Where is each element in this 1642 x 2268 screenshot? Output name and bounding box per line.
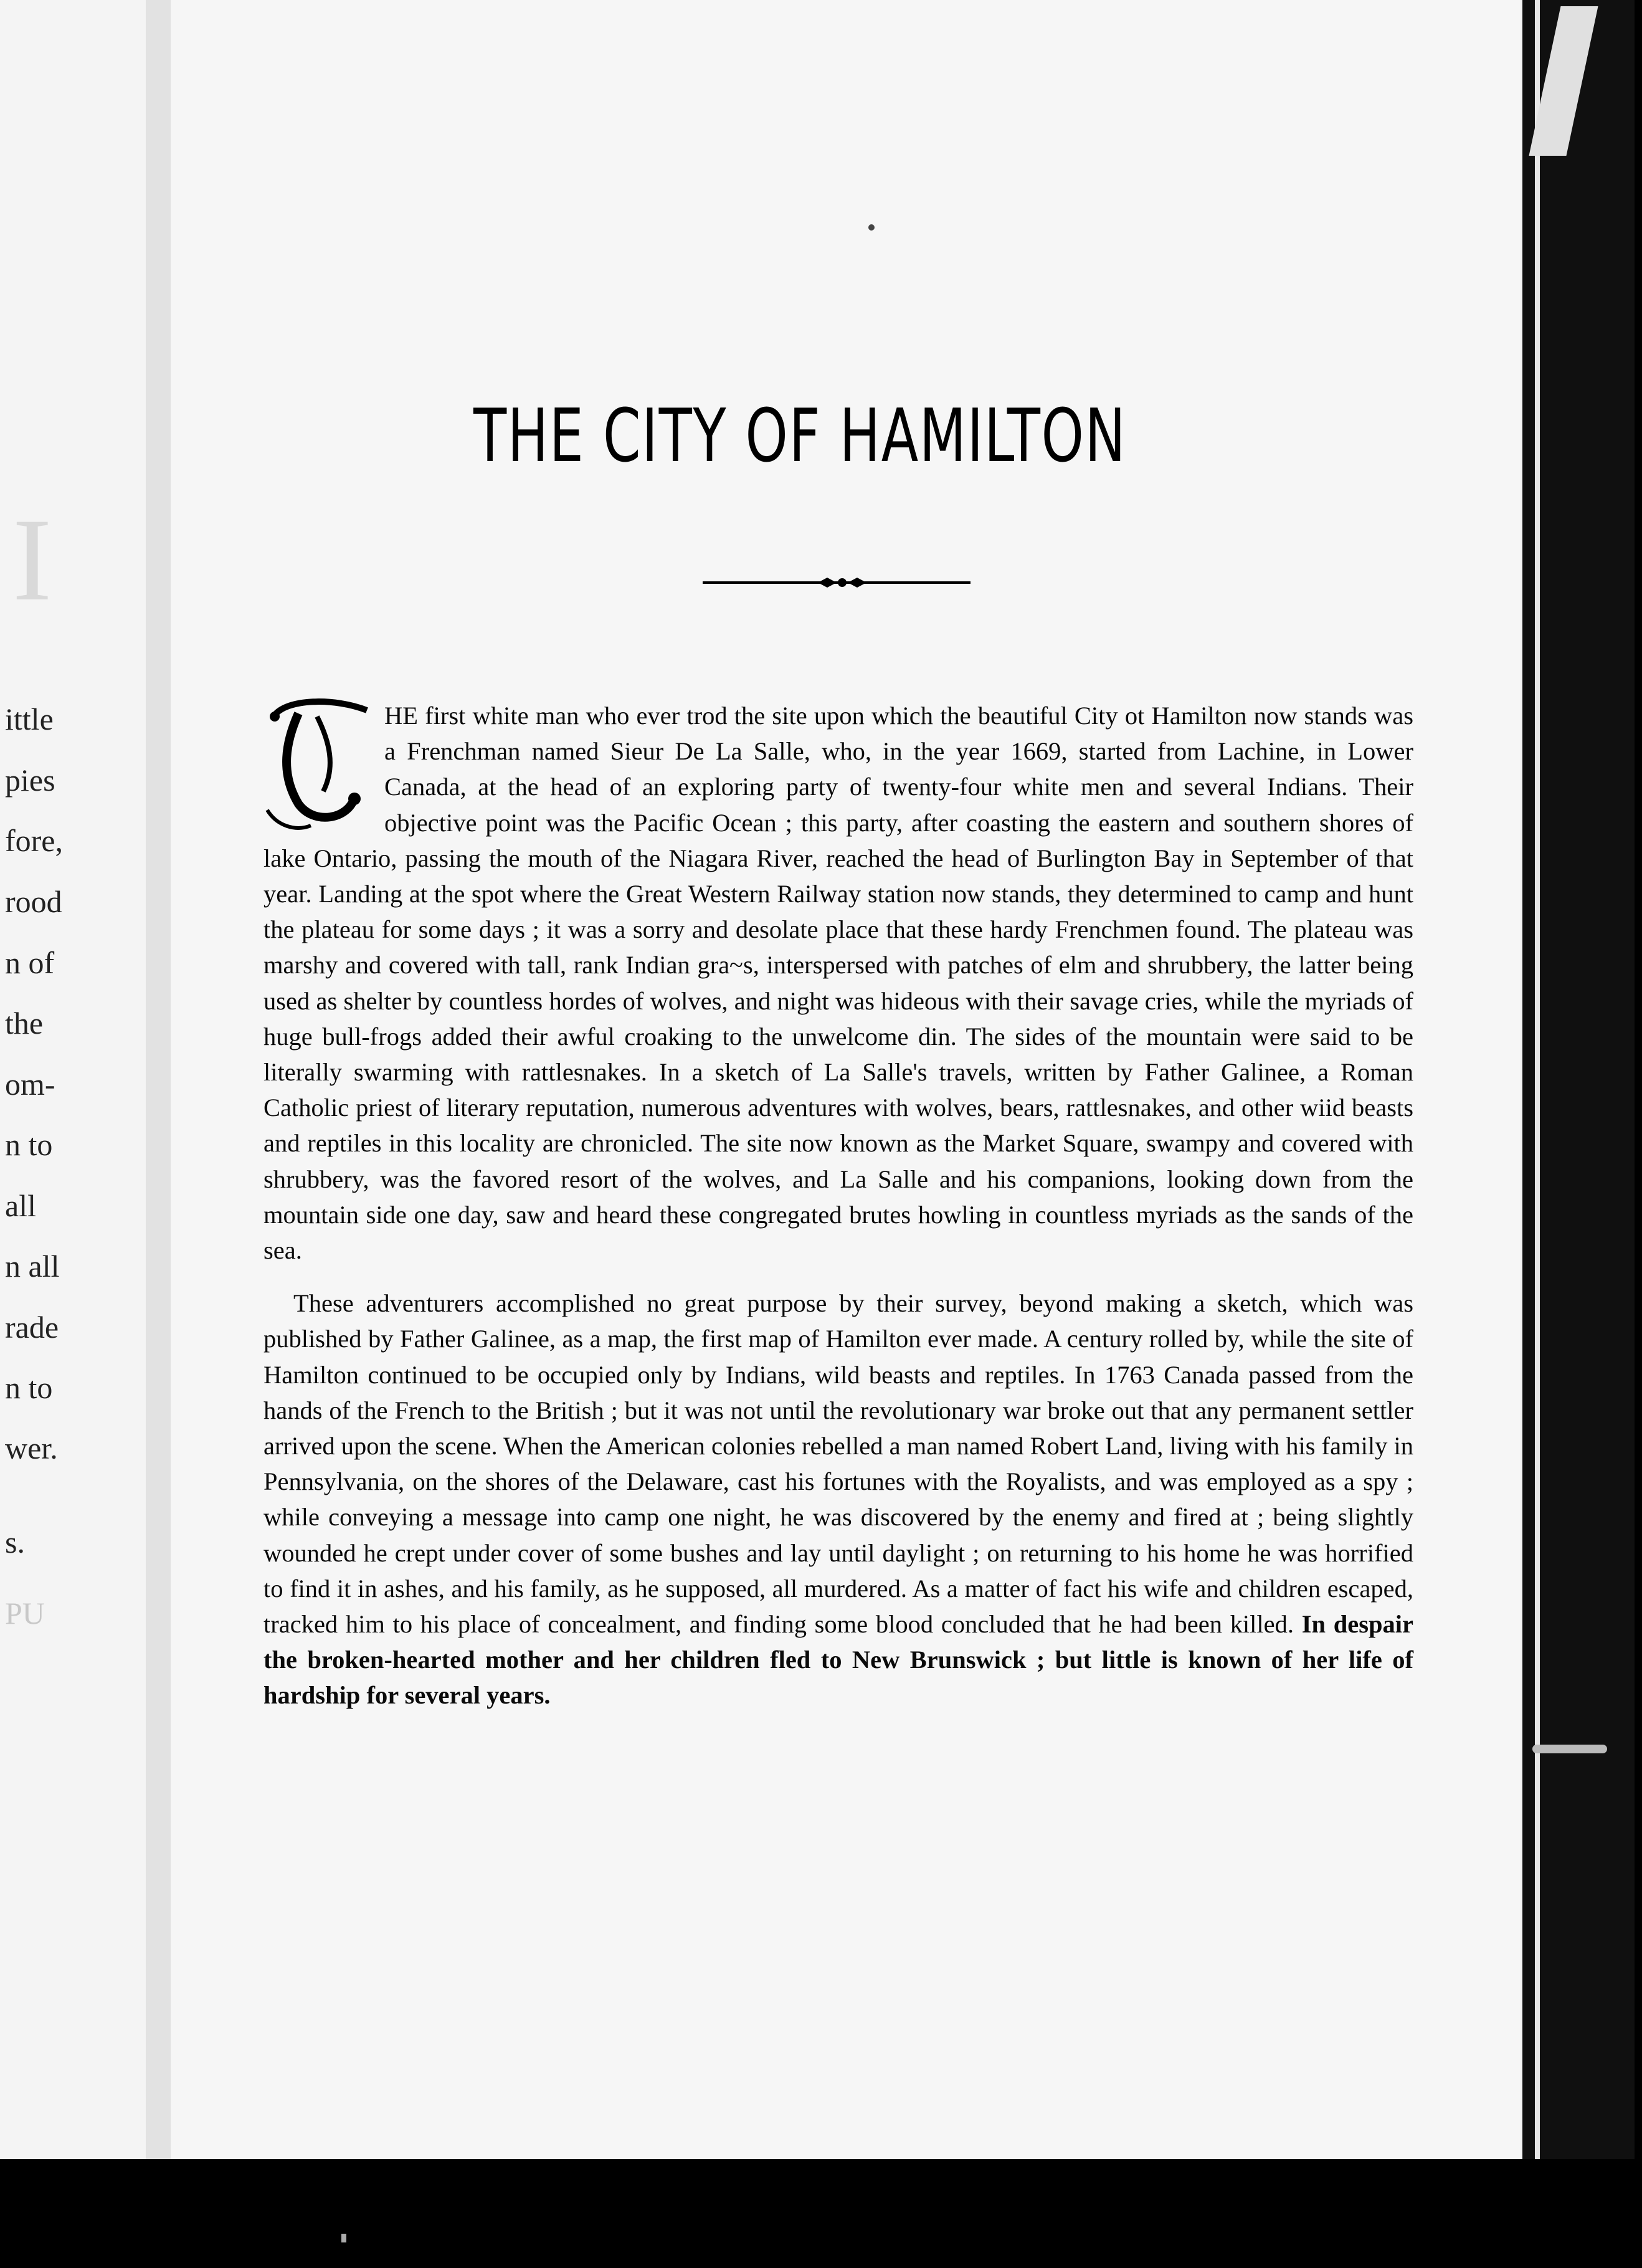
facing-page-fragment: om- — [5, 1067, 55, 1102]
facing-page-fragment: PU — [5, 1596, 45, 1631]
facing-page-fragment: fore, — [5, 823, 63, 858]
facing-page-initial: I — [12, 495, 52, 626]
facing-page-fragment: s. — [5, 1525, 25, 1560]
page-edge-strip — [1535, 0, 1540, 2159]
page-title: THE CITY OF HAMILTON — [473, 393, 1127, 479]
facing-page-fragment: pies — [5, 763, 55, 798]
facing-page-fragment: n to — [5, 1370, 53, 1405]
page-dot — [868, 224, 875, 231]
facing-page-fragment: n to — [5, 1127, 53, 1162]
paragraph-2-text: These adventurers accomplished no great purpose by their survey, beyond making a sketch, which was published by Father Galinee, as a map, the first map of Hamilton ever made. A century rolled by, while the site of Hamilton continued to be occupied only by Indians, wild beasts and reptiles. In 1763 Canada passed from the hands of the French to the British ; but it was not until the revolutionary war broke out that any permanent settler arrived upon the scene. When the American colonies rebelled a man named Robert Land, living with his family in Pennsylvania, on the shores of the Delaware, cast his fortunes with the Royalists, and was employed as a spy ; while conveying a message into camp one night, he was discovered by the enemy and fired at ; being slightly wounded he crept under cover of some bushes and lay until daylight ; on returning to his home he was horrified to find it in ashes, and his family, as he supposed, all murdered. As a matter of fact his wife and children escaped, tracked him to his place of concealment, and finding some blood concluded that he had been killed. — [263, 1289, 1413, 1639]
article-body — [263, 698, 1413, 1713]
book-gutter — [146, 0, 171, 2159]
facing-page-fragment: rood — [5, 884, 62, 919]
page-edge — [1522, 0, 1635, 2159]
decorative-drop-cap-icon — [261, 692, 373, 836]
paragraph-2-bold-tail: In despair the broken-hearted mother and her children fled to New Brunswick ; but little is known of her life of hardship for several years. — [263, 1610, 1414, 1710]
scan-mark — [341, 2234, 346, 2242]
facing-page-fragment: all — [5, 1188, 36, 1223]
facing-page-fragment: ittle — [5, 702, 54, 736]
title-ornament-divider — [703, 570, 970, 595]
facing-page-fragment: the — [5, 1006, 44, 1041]
facing-page-fragment: rade — [5, 1310, 59, 1345]
facing-page — [0, 0, 146, 2159]
facing-page-fragment: n all — [5, 1249, 60, 1284]
paragraph-1-text: HE first white man who ever trod the site upon which the beautiful City ot Hamilton now stands was a Frenchman named Sieur De La Salle, who, in the year 1669, started from Lachine, in Lower Canada, at the head of an exploring party of twenty-four white men and several Indians. Their objective point was the Pacific Ocean ; this party, after coasting the eastern and southern shores of lake Ontario, passing the mouth of the Niagara River, reached the head of Burlington Bay in September of that year. Landing at the spot where the Great Western Railway station now stands, they determined to camp and hunt the plateau for some days ; it was a sorry and desolate place that these hardy Frenchmen found. The plateau was marshy and covered with tall, rank Indian gra~s, interspersed with patches of elm and shrubbery, the latter being used as shelter by countless hordes of wolves, and night was hideous with their savage cries, while the myriads of huge bull-frogs added their awful croaking to the unwelcome din. The sides of the mountain were said to be literally swarming with rattlesnakes. In a sketch of La Salle's travels, written by Father Galinee, a Roman Catholic priest of literary reputation, numerous adventures with wolves, bears, rattlesnakes, and other wiid beasts and reptiles in this locality are chronicled. The site now known as the Market Square, swampy and covered with shrubbery, was the favored resort of the wolves, and La Salle and his companions, looking down from the mountain side one day, saw and heard these congregated brutes howling in countless myriads as the sands of the sea. — [263, 702, 1413, 1265]
article-paragraph — [263, 698, 1413, 1268]
article-paragraph — [263, 1285, 1413, 1713]
paper-clip-hook — [1532, 1745, 1607, 1753]
facing-page-fragment: wer. — [5, 1431, 58, 1465]
facing-page-fragment: n of — [5, 945, 55, 980]
